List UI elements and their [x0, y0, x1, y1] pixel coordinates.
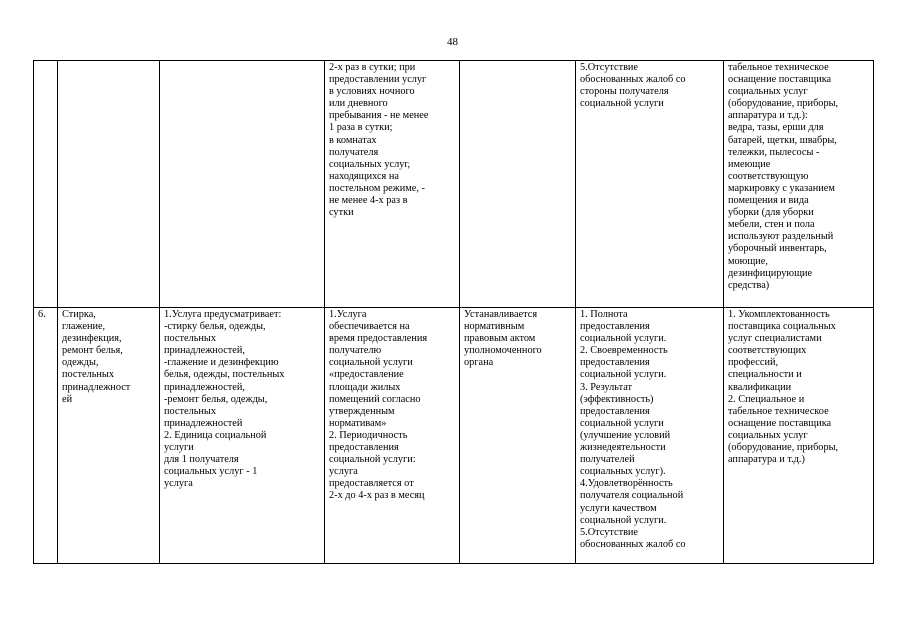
cell-service-volume: 1.Услуга обеспечивается на время предоставления получателю социальной услуги «предоставление площади жилых помещений согласно утвержденным нормативам» 2. Периодичность предоставления социальной услуги: услуга предоставляется от 2-х до 4-х раз в месяц	[325, 308, 460, 564]
cell-service-terms: Устанавливается нормативным правовым актом уполномоченного органа	[460, 308, 576, 564]
cell-service-volume: 2-х раз в сутки; при предоставлении услуг в условиях ночного или дневного пребывания - не менее 1 раза в сутки; в комнатах получателя социальных услуг, находящихся на постельном режиме, - не менее 4-х раз в сутки	[325, 61, 460, 308]
cell-service-name	[58, 61, 160, 308]
cell-quality-indicators: 5.Отсутствие обоснованных жалоб со стороны получателя социальной услуги	[576, 61, 724, 308]
cell-number	[34, 61, 58, 308]
services-table	[33, 60, 874, 564]
cell-service-content: 1.Услуга предусматривает: -стирку белья, одежды, постельных принадлежностей, -глажение и дезинфекцию белья, одежды, постельных принадлежностей, -ремонт белья, одежды, постельных принадлежностей 2. Единица социальной услуги для 1 получателя социальных услуг - 1 услуга	[160, 308, 325, 564]
cell-service-conditions: табельное техническое оснащение поставщика социальных услуг (оборудование, приборы, аппаратура и т.д.): ведра, тазы, ерши для батарей, щетки, швабры, тележки, пылесосы - имеющие соответствующую маркировку с указанием помещения и вида уборки (для уборки мебели, стен и пола используют раздельный уборочный инвентарь, моющие, дезинфицирующие средства)	[724, 61, 874, 308]
cell-service-content	[160, 61, 325, 308]
table-row	[34, 61, 874, 308]
cell-number: 6.	[34, 308, 58, 564]
cell-service-terms	[460, 61, 576, 308]
cell-service-name: Стирка, глажение, дезинфекция, ремонт белья, одежды, постельных принадлежност ей	[58, 308, 160, 564]
cell-quality-indicators: 1. Полнота предоставления социальной услуги. 2. Своевременность предоставления социальной услуги. 3. Результат (эффективность) предоставления социальной услуги (улучшение условий жизнедеятельности получателей социальных услуг). 4.Удовлетворённость получателя социальной услуги качеством социальной услуги. 5.Отсутствие обоснованных жалоб со	[576, 308, 724, 564]
table-row	[34, 308, 874, 564]
page-number: 48	[447, 36, 458, 48]
cell-service-conditions: 1. Укомплектованность поставщика социальных услуг специалистами соответствующих профессий, специальности и квалификации 2. Специальное и табельное техническое оснащение поставщика социальных услуг (оборудование, приборы, аппаратура и т.д.)	[724, 308, 874, 564]
